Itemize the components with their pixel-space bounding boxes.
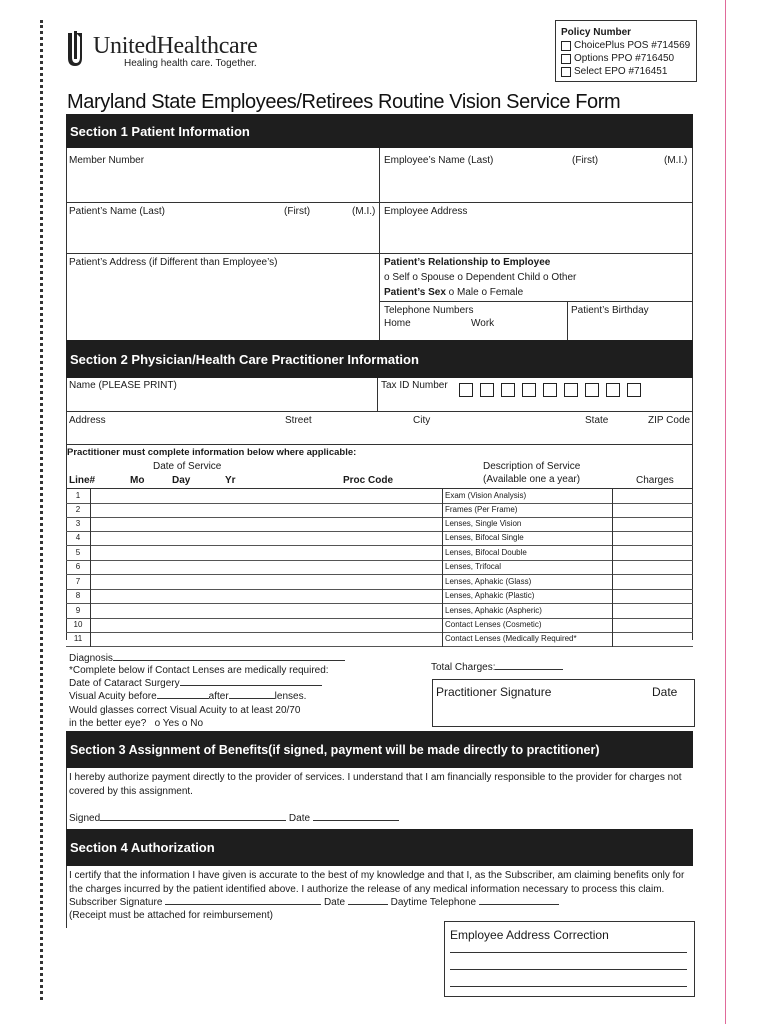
table-row[interactable]: 2 Frames (Per Frame): [66, 503, 693, 518]
checkbox[interactable]: [561, 41, 571, 51]
section3-text: I hereby authorize payment directly to the provider of services. I understand that I am financially responsible to the provider for charges not covered by this assignment.: [69, 772, 682, 797]
uhc-logo-icon: [66, 31, 84, 67]
cataract-label: Date of Cataract Surgery: [69, 678, 322, 689]
glasses-question: Would glasses correct Visual Acuity to at least 20/70: [69, 705, 301, 716]
state-label: State: [585, 415, 609, 426]
first-label: (First): [572, 155, 599, 166]
table-row[interactable]: 3 Lenses, Single Vision: [66, 517, 693, 532]
telephone-label: Telephone Numbers: [384, 305, 474, 316]
date-of-service-label: Date of Service: [153, 461, 222, 472]
tax-id-label: Tax ID Number: [381, 380, 448, 391]
table-row[interactable]: 8 Lenses, Aphakic (Plastic): [66, 589, 693, 604]
mo-header: Mo: [130, 475, 145, 486]
city-label: City: [413, 415, 431, 426]
patient-name-label: Patient’s Name (Last): [69, 206, 165, 217]
checkbox[interactable]: [561, 67, 571, 77]
mi-label: (M.I.): [352, 206, 376, 217]
section1-header: Section 1 Patient Information: [66, 114, 693, 148]
yes-no-options[interactable]: o Yes o No: [154, 718, 203, 729]
tax-id-box[interactable]: [459, 383, 473, 397]
table-row[interactable]: 6 Lenses, Trifocal: [66, 560, 693, 575]
proc-code-header: Proc Code: [343, 475, 394, 486]
policy-option[interactable]: Select EPO #716451: [561, 65, 696, 78]
policy-option[interactable]: Options PPO #716450: [561, 52, 696, 65]
table-row[interactable]: 4 Lenses, Bifocal Single: [66, 531, 693, 546]
employee-name-label: Employee’s Name (Last): [384, 155, 494, 166]
tax-id-box[interactable]: [480, 383, 494, 397]
section4-text: I certify that the information I have given is accurate to the best of my knowledge and that I, as the Subscriber, am claiming benefits only for the charges incurred by the patient identified above. I authorize the release of any medical information necessary to process this claim.: [69, 870, 685, 895]
perforation-line: [40, 20, 43, 1000]
table-row[interactable]: 11 Contact Lenses (Medically Required*: [66, 632, 693, 647]
relationship-options[interactable]: o Self o Spouse o Dependent Child o Other: [384, 272, 577, 283]
sex-row: Patient’s Sex o Male o Female: [384, 287, 524, 298]
desc-service-label: Description of Service: [483, 461, 581, 472]
practitioner-note: Practitioner must complete information below where applicable:: [67, 447, 357, 458]
relationship-label: Patient’s Relationship to Employee: [384, 257, 551, 268]
visual-acuity-label: Visual Acuity before after lenses.: [69, 691, 307, 702]
section3-header: Section 3 Assignment of Benefits(if signed, payment will be made directly to practitioner): [66, 731, 693, 768]
table-row[interactable]: 5 Lenses, Bifocal Double: [66, 546, 693, 561]
table-row[interactable]: 9 Lenses, Aphakic (Aspheric): [66, 604, 693, 619]
tax-id-box[interactable]: [606, 383, 620, 397]
address-correction-title: Employee Address Correction: [450, 928, 609, 942]
tax-id-box[interactable]: [543, 383, 557, 397]
desc-avail-label: (Available one a year): [483, 474, 581, 485]
charges-header: Charges: [636, 475, 674, 486]
sex-options[interactable]: o Male o Female: [448, 287, 524, 298]
tax-id-box[interactable]: [564, 383, 578, 397]
policy-title: Policy Number: [561, 27, 632, 38]
table-row[interactable]: 1 Exam (Vision Analysis): [66, 489, 693, 504]
better-eye-row: in the better eye? o Yes o No: [69, 718, 203, 729]
policy-number-box: [555, 20, 697, 82]
birthday-label: Patient’s Birthday: [571, 305, 649, 316]
section4-header: Section 4 Authorization: [66, 829, 693, 866]
page-edge-line: [725, 0, 726, 1024]
tax-id-box[interactable]: [627, 383, 641, 397]
yr-header: Yr: [225, 475, 236, 486]
tax-id-box[interactable]: [501, 383, 515, 397]
form-title: Maryland State Employees/Retirees Routine Vision Service Form: [67, 91, 621, 113]
brand-tagline: Healing health care. Together.: [124, 58, 257, 69]
day-header: Day: [172, 475, 191, 486]
zip-label: ZIP Code: [648, 415, 691, 426]
mi-label: (M.I.): [664, 155, 688, 166]
first-label: (First): [284, 206, 311, 217]
subscriber-signature-row: Subscriber Signature Date Daytime Telephone: [69, 897, 559, 908]
total-charges-label: Total Charges:: [431, 662, 563, 673]
line-header: Line#: [69, 475, 96, 486]
member-number-label: Member Number: [69, 155, 145, 166]
employee-address-label: Employee Address: [384, 206, 468, 217]
signature-date-label: Date: [652, 685, 678, 699]
brand-name: UnitedHealthcare: [93, 33, 258, 59]
diagnosis-label: Diagnosis: [69, 653, 345, 664]
checkbox[interactable]: [561, 54, 571, 64]
receipt-note: (Receipt must be attached for reimbursement): [69, 910, 273, 921]
table-row[interactable]: 10 Contact Lenses (Cosmetic): [66, 618, 693, 633]
patient-address-label: Patient’s Address (if Different than Employee’s): [69, 257, 278, 268]
tax-id-box[interactable]: [522, 383, 536, 397]
work-label: Work: [471, 318, 495, 329]
practitioner-signature-label: Practitioner Signature: [436, 685, 552, 699]
table-row[interactable]: 7 Lenses, Aphakic (Glass): [66, 575, 693, 590]
policy-option[interactable]: ChoicePlus POS #714569: [561, 39, 696, 52]
address-label: Address: [69, 415, 106, 426]
home-label: Home: [384, 318, 411, 329]
tax-id-box[interactable]: [585, 383, 599, 397]
contact-lens-note: *Complete below if Contact Lenses are medically required:: [69, 665, 329, 676]
section2-header: Section 2 Physician/Health Care Practitioner Information: [66, 340, 693, 378]
street-label: Street: [285, 415, 312, 426]
practitioner-name-label: Name (PLEASE PRINT): [69, 380, 177, 391]
signed-row: Signed Date: [69, 813, 399, 824]
